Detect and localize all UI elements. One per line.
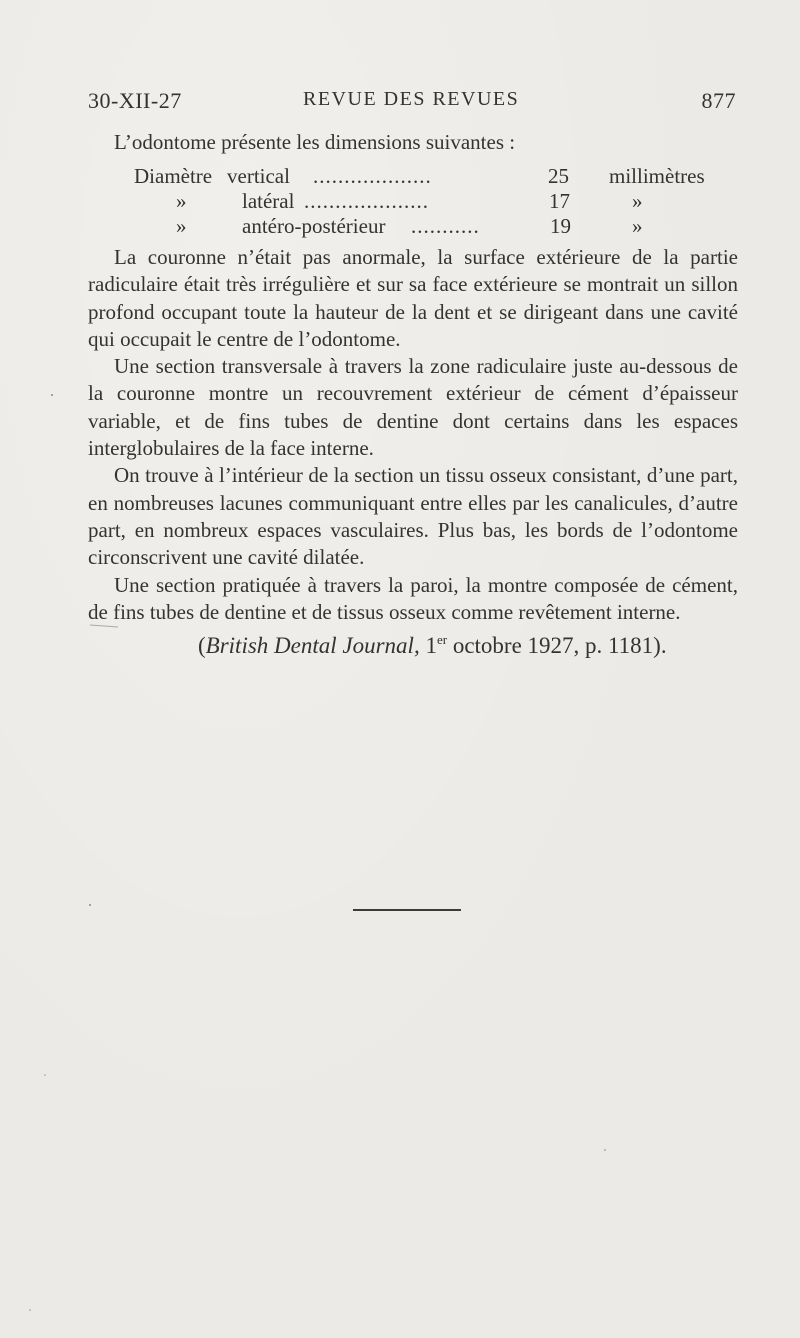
citation-rest: octobre 1927, p. 1181).	[452, 633, 667, 658]
dimension-unit: »	[632, 189, 643, 213]
dimension-label: antéro-postérieur	[242, 214, 386, 238]
citation-day-suffix: er	[436, 632, 448, 647]
paragraph: Une section pratiquée à travers la paroi, la montre composée de cément, de fins tubes de dentine et de tissus osseux comme revêtement interne.	[88, 572, 738, 624]
paragraph: La couronne n’était pas anormale, la surface extérieure de la partie radiculaire était très irrégulière et sur sa face extérieure se montrait un sillon profond occupant toute la hauteur de la dent et se dirigeant dans une cavité qui occupait le centre de l’odontome.	[88, 245, 738, 351]
citation-day: 1	[425, 633, 437, 658]
dimension-lead: Diamètre	[134, 164, 213, 188]
paragraph: On trouve à l’intérieur de la section un tissu osseux consistant, d’une part, en nombreuses lacunes communiquant entre elles par les canalicules, d’autre part, en nombreux espaces vasculaires. Plus bas, les bords de l’odontome circonscrivent une cavité dilatée.	[88, 463, 738, 570]
dimension-lead: »	[176, 189, 187, 213]
dimension-unit: »	[632, 214, 643, 238]
dimension-label: vertical	[227, 164, 290, 188]
header-title: REVUE DES REVUES	[303, 88, 520, 110]
intro-line: L’odontome présente les dimensions suivantes :	[114, 130, 516, 154]
dimension-value: 17	[549, 189, 570, 213]
dimension-lead: »	[176, 214, 187, 238]
paragraph: Une section transversale à travers la zone radiculaire juste au-dessous de la couronne montre un recouvrement extérieur de cément d’épaisseur variable, et de fins tubes de dentine dont certains dans les espaces interglobulaires de la face interne.	[88, 354, 738, 461]
page-number: 877	[701, 88, 736, 113]
dimension-value: 19	[550, 214, 571, 238]
dimension-label: latéral	[242, 189, 295, 213]
dimension-leader-dots: ...................	[313, 164, 432, 188]
dimension-leader-dots: ...........	[411, 214, 480, 238]
citation-open-paren: (	[198, 633, 206, 658]
citation-journal: British Dental Journal,	[205, 633, 420, 658]
header-date: 30-XII-27	[88, 88, 182, 113]
dimension-value: 25	[548, 164, 569, 188]
dimension-leader-dots: ....................	[304, 189, 429, 213]
dimension-unit: millimètres	[609, 164, 705, 188]
